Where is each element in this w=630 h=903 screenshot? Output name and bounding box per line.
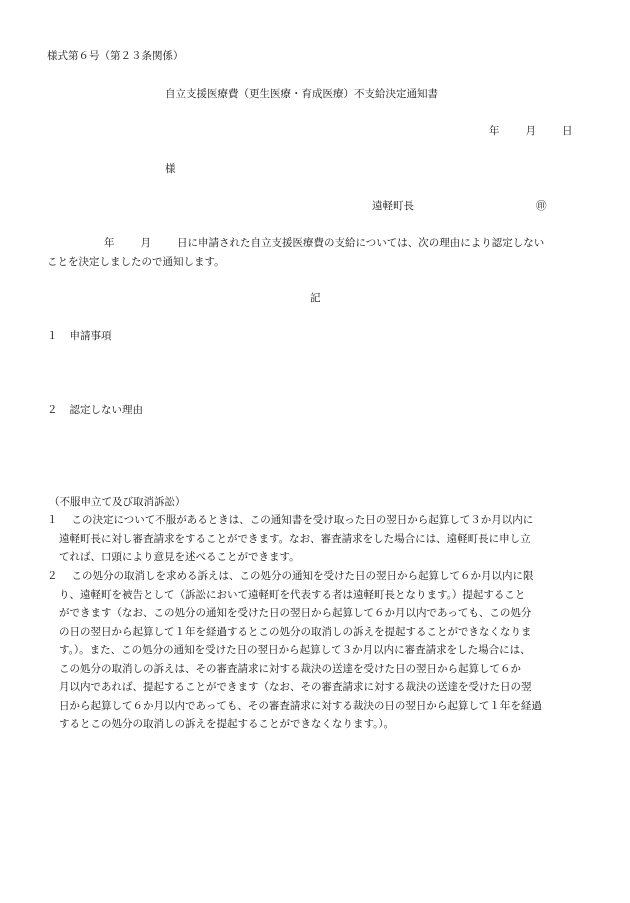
body-line-1 (47, 237, 592, 256)
clause-2-line-3: ができます（なお、この処分の通知を受けた日の翌日から起算して６か月以内であっても、この処分 (59, 607, 532, 619)
body-month: 月 (140, 237, 151, 249)
body-text (47, 237, 592, 274)
body-line-2: ことを決定しましたので通知します。 (47, 255, 225, 268)
document-title: 自立支援医療費（更生医療・育成医療）不支給決定通知書 (165, 88, 438, 100)
body-line-1-rest: 日に申請された自立支援医療費の支給については、次の理由により認定しない (177, 237, 545, 249)
item-1 (47, 330, 112, 343)
clause-2-line-2: り、遠軽町を被告として（訴訟において遠軽町を代表する者は遠軽町長となります。）提起すること (59, 588, 526, 601)
item-1-number: １ (47, 330, 58, 342)
clause-1-line-3: てれば、口頭により意見を述べることができます。 (59, 551, 300, 563)
date-year: 年 (489, 125, 500, 137)
appeal-clause-2 (47, 570, 607, 737)
appeal-heading: （不服申立て及び取消訴訟） (49, 496, 186, 508)
clause-2-line-1 (47, 570, 607, 589)
clause-1-line-1 (47, 514, 607, 533)
issuer-name: 遠軽町長 (372, 200, 414, 212)
clause-2-number: ２ (47, 570, 58, 582)
clause-1-line-2: 遠軽町長に対し審査請求をすることができます。なお、審査請求をした場合には、遠軽町長に申し立 (59, 532, 531, 545)
item-2-label: 認定しない理由 (69, 404, 143, 416)
ki-heading: 記 (310, 292, 321, 304)
clause-1-line-1-text: この決定について不服があるときは、この通知書を受け取った日の翌日から起算して３か月以内に (71, 514, 534, 526)
addressee-suffix: 様 (165, 163, 176, 175)
clause-1-number: １ (47, 514, 58, 526)
clause-2-line-5: す。）。また、この処分の通知を受けた日の翌日から起算して３か月以内に審査請求をした場合には、 (59, 644, 531, 656)
seal-mark: ㊞ (536, 200, 547, 212)
form-number: 様式第６号（第２３条関係） (47, 50, 184, 62)
item-1-label: 申請事項 (69, 330, 112, 342)
clause-2-line-8: 日から起算して６か月以内であっても、その審査請求に対する裁決の日の翌日から起算して１年を経過 (59, 699, 542, 712)
clause-2-line-9: するとこの処分の取消しの訴えを提起することができなくなります。）。 (59, 718, 395, 730)
date-day: 日 (562, 125, 573, 137)
clause-2-line-4: の日の翌日から起算して１年を経過するとこの処分の取消しの訴えを提起することができなくなりま (59, 625, 532, 638)
appeal-clause-1 (47, 514, 607, 570)
clause-2-line-7: 月以内であれば、提起することができます（なお、その審査請求に対する裁決の送達を受けた日の翌 (59, 681, 532, 693)
clause-2-line-6: この処分の取消しの訴えは、その審査請求に対する裁決の送達を受けた日の翌日から起算して６か (59, 662, 521, 675)
body-year: 年 (104, 237, 115, 249)
clause-2-line-1-text: この処分の取消しを求める訴えは、この処分の通知を受けた日の翌日から起算して６か月以内に限 (71, 570, 534, 582)
date-line (489, 125, 573, 138)
item-2-number: ２ (47, 404, 58, 416)
date-month: 月 (525, 125, 536, 137)
item-2 (47, 404, 143, 417)
